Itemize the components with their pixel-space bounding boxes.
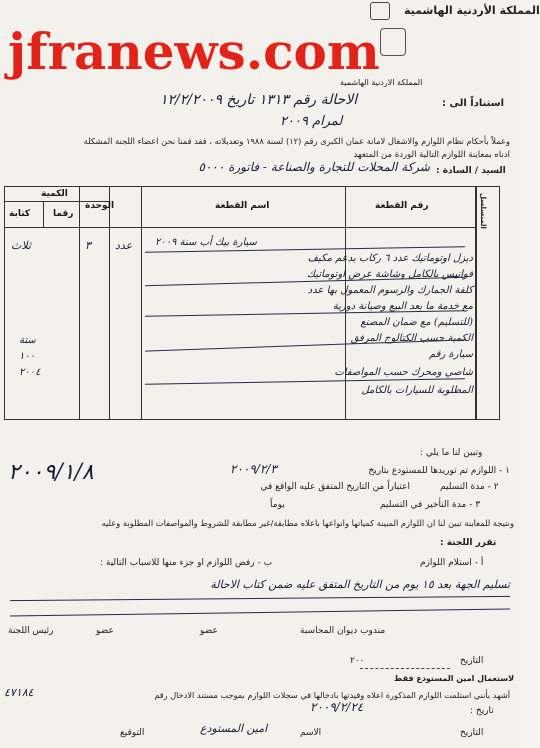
received-line1: ١ - اللوازم تم توريدها للمستودع بتاريخ: [368, 466, 510, 476]
certify-text: أشهد بأنني استلمت اللوازم المذكورة اعلاه وقيدتها بادخالها في سجلات اللوازم بموجب مستند الادخال رقم: [154, 690, 510, 700]
supplier-label: السيد / السادة :: [436, 166, 506, 176]
year-value: ٢٠٠: [350, 656, 365, 666]
right-note: ستة: [19, 335, 36, 346]
entry-number-hand: ٤٧١٨٤: [4, 686, 34, 699]
member-label: عضو: [200, 626, 218, 636]
item-row: فوانيس بالكامل وشاشة عرض اوتوماتيك: [306, 269, 473, 280]
col-item-name: اسم القطعة: [215, 201, 270, 211]
reference-handwritten: الاحالة رقم ١٣١٣ تاريخ ١٢/٢/٢٠٠٩: [160, 92, 358, 108]
supplier-handwritten: شركة المحلات للتجارة والصناعة - فاتورة ٥٠٠٠: [198, 160, 430, 174]
item-row: (للتسليم) مع ضمان المصنع: [360, 317, 473, 328]
unit-value: عدد: [115, 239, 133, 252]
received-date-hand: ٢٠٠٩/١/٨: [8, 460, 94, 485]
item-row: ديزل اوتوماتيك عدد ٦ ركاب بدعم مكيف: [307, 253, 473, 264]
reference-label: استناداً الى :: [442, 98, 505, 109]
item-row: المطلوبة للسيارات بالكامل: [361, 385, 473, 396]
store-only-label: لاستعمال امين المستودع فقط: [394, 674, 515, 683]
signature-label: التوقيع: [120, 728, 145, 738]
qty-numeric-value: ٣: [85, 239, 91, 252]
col-qty-numeric: رقما: [53, 209, 74, 219]
received-line2-tail: اعتباراً من التاريخ المتفق عليه الواقع في: [260, 482, 410, 492]
right-note: ١٠٠: [19, 351, 36, 362]
col-side: المتسلسل: [479, 193, 487, 229]
date-label: التاريخ: [460, 656, 484, 666]
name-label: الاسم: [300, 728, 322, 738]
col-unit: الوحدة: [85, 201, 115, 211]
date2-label: تاريخ :: [470, 706, 494, 716]
qty-words-value: ثلاث: [11, 239, 31, 252]
received-label: وتبين لنا ما يلي :: [420, 448, 483, 458]
inspection-text: ادناه بمعاينة اللوازم التالية الوردة من المتعهد: [353, 150, 510, 160]
item-row: الكمية حسب الكتالوج المرفق: [350, 333, 473, 344]
col-quantity: الكمية: [41, 189, 68, 199]
received-line1-date: ٢٠٠٩/٢/٣: [230, 462, 277, 476]
watermark-text: jfranews.com: [8, 22, 380, 81]
accept-option: أ - استلام اللوازم: [420, 558, 484, 568]
right-note: ٢٠٠٤: [19, 367, 41, 378]
received-line3: ٣ - مدة التأخير في التسليم: [380, 500, 481, 510]
emblem-icon: [380, 28, 406, 56]
serial-column: [476, 186, 500, 420]
member-label-2: عضو: [96, 626, 114, 636]
date3-label: التاريخ: [460, 728, 484, 738]
result-text: ونتيجة للمعاينة تبين لنا ان اللوازم المبينة كمياتها وانواعها باعلاه مطابقة/غير مطابقة للشروط والمواصفات المطلوبة وعليه: [101, 518, 514, 528]
date2-hand: ٢٠٠٩/٢/٢٤: [310, 700, 364, 714]
regulation-text: وعملاً بأحكام نظام اللوازم والاشغال لامانة عمان الكبرى رقم (١٢) لسنة ١٩٨٨ وتعديلاته ، فقد قمنا نحن اعضاء اللجنة المشكلة: [83, 136, 510, 146]
item-row: كلفة الجمارك والرسوم المعمول بها عدد: [307, 285, 473, 296]
items-table: [4, 186, 476, 420]
col-qty-words: كتابة: [9, 209, 31, 219]
col-item-no: رقم القطعة: [375, 201, 429, 211]
decision-label: تقرر اللجنة :: [440, 538, 497, 548]
line2-handwritten: لمرام ٢٠٠٩: [280, 114, 343, 129]
item-row: سيارة بيك أب سنة ٢٠٠٩: [155, 237, 257, 248]
reasons-handwritten: تسليم الجهة بعد ١٥ يوم من التاريخ المتفق عليه ضمن كتاب الاحالة: [210, 578, 510, 591]
item-row: مع خدمة ما بعد البيع وصيانة دورية: [332, 301, 473, 312]
received-line2: ٢ - مدة التسليم: [440, 482, 499, 492]
name-hand: امين المستودع: [200, 722, 268, 735]
kingdom-header-small: المملكة الاردنية الهاشمية: [340, 78, 423, 87]
item-row: شاصي ومحرك حسب المواصفات: [334, 367, 473, 378]
crest-icon: [370, 2, 390, 20]
head-label: رئيس اللجنة: [8, 626, 54, 636]
reject-option: ب - رفض اللوازم او جزء منها للاسباب التالية :: [100, 558, 273, 568]
kingdom-header: المملكة الأردنية الهاشمية: [404, 4, 540, 17]
rep-label: مندوب ديوان المحاسبة: [300, 626, 386, 636]
received-line3-tail: يوماً: [270, 500, 285, 510]
item-row: سيارة رقم: [429, 349, 473, 360]
